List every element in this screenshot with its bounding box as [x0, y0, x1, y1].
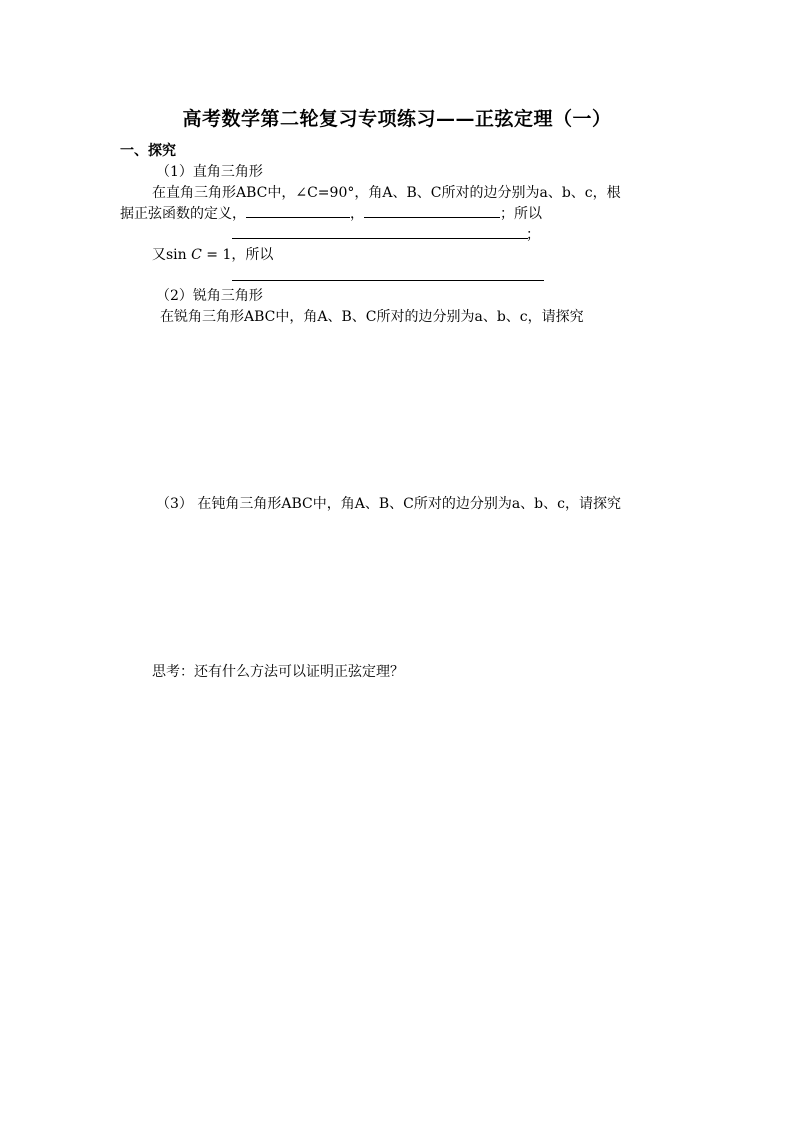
- part3-text: （3） 在钝角三角形ABC中，角A、B、C所对的边分别为a、b、c，请探究: [156, 496, 621, 512]
- part1-line3-suffix: ；: [526, 227, 540, 243]
- part1-line2-prefix: 据正弦函数的定义，: [120, 206, 246, 222]
- answer-blank-2[interactable]: [364, 203, 500, 218]
- part1-line2: [120, 203, 542, 223]
- section-heading: 一、探究: [120, 143, 176, 159]
- think-question: 思考：还有什么方法可以证明正弦定理？: [152, 664, 404, 680]
- part1-line2-sep: ，: [350, 206, 364, 222]
- part2-text: 在锐角三角形ABC中，角A、B、C所对的边分别为a、b、c，请探究: [160, 309, 584, 325]
- part1-line2-suffix: ；所以: [500, 206, 542, 222]
- part1-line4-suffix: ，所以: [231, 247, 274, 263]
- formula-rest: = 1: [201, 247, 232, 263]
- part2-heading: （2）锐角三角形: [156, 288, 263, 304]
- answer-blank-4[interactable]: [232, 280, 544, 281]
- answer-blank-3[interactable]: [232, 238, 528, 239]
- part1-line1: 在直角三角形ABC中，∠C=90°，角A、B、C所对的边分别为a、b、c，根: [152, 185, 621, 201]
- angle-c-var: C: [191, 247, 202, 263]
- answer-blank-1[interactable]: [246, 203, 350, 218]
- sin-fn: sin: [166, 247, 187, 263]
- part1-line4: [152, 244, 273, 264]
- part1-heading: （1）直角三角形: [156, 164, 263, 180]
- part1-line4-prefix: 又: [152, 247, 166, 263]
- page-title: 高考数学第二轮复习专项练习——正弦定理（一）: [182, 108, 612, 130]
